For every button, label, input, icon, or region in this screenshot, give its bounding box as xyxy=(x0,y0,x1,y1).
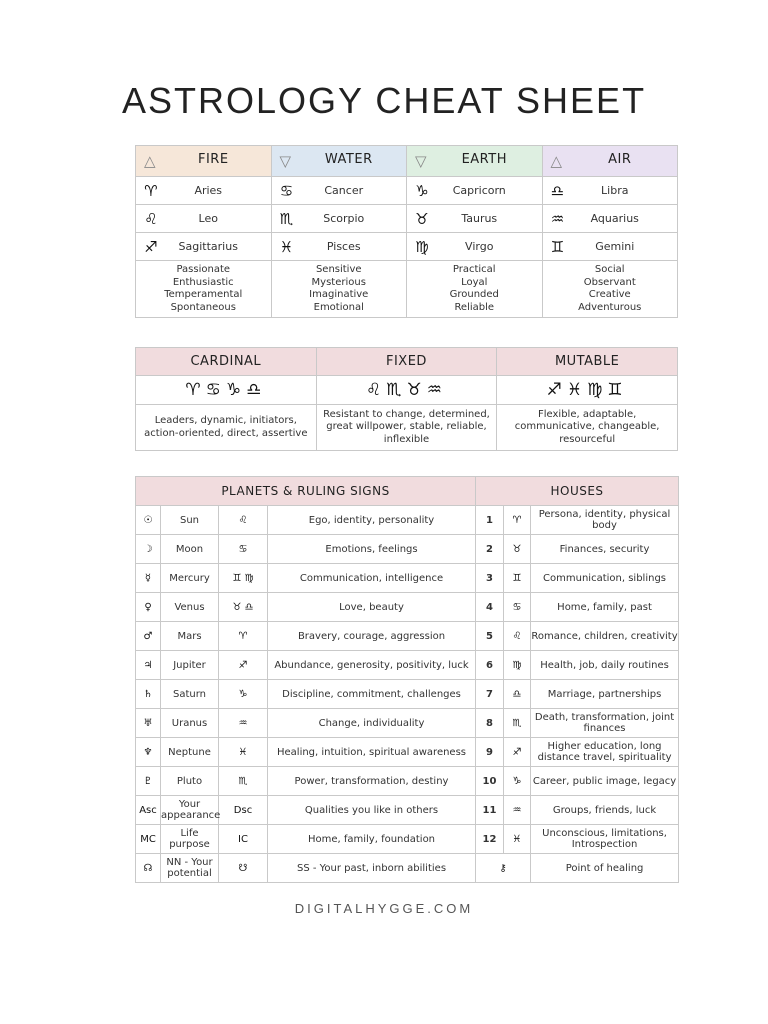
houses-header: HOUSES xyxy=(476,477,679,506)
house-meaning: Groups, friends, luck xyxy=(531,796,679,825)
table-row xyxy=(136,622,679,651)
ruling-sign-icon: ♌ xyxy=(219,506,268,535)
ruling-sign-icon: ♊ ♍ xyxy=(219,564,268,593)
house-sign-icon: ♏ xyxy=(504,709,531,738)
house-sign-icon: ♍ xyxy=(504,651,531,680)
ruling-sign-icon: ♓ xyxy=(219,738,268,767)
fire-header: △ FIRE xyxy=(136,146,272,177)
angle-meaning: Life purpose xyxy=(161,825,219,854)
house-sign-icon: ♋ xyxy=(504,593,531,622)
planet-name: Mercury xyxy=(161,564,219,593)
planet-name: Pluto xyxy=(161,767,219,796)
ruling-sign-icon: ♉ ♎ xyxy=(219,593,268,622)
table-row xyxy=(136,593,679,622)
planet-icon: ♄ xyxy=(136,680,161,709)
angle-meaning: Qualities you like in others xyxy=(268,796,476,825)
house-sign-icon: ♓ xyxy=(504,825,531,854)
house-number: 10 xyxy=(476,767,504,796)
house-meaning: Career, public image, legacy xyxy=(531,767,679,796)
angle-icon: ☋ xyxy=(219,854,268,883)
planet-icon: ♇ xyxy=(136,767,161,796)
ruling-sign-icon: ♈ xyxy=(219,622,268,651)
aquarius-icon: ♒ xyxy=(550,209,565,228)
sign-cell: ♉ Taurus xyxy=(407,205,543,233)
water-header: ▽ WATER xyxy=(271,146,407,177)
planet-name: Neptune xyxy=(161,738,219,767)
cardinal-glyphs: ♈♋♑♎ xyxy=(136,376,317,405)
house-meaning: Communication, siblings xyxy=(531,564,679,593)
house-sign-icon: ♊ xyxy=(504,564,531,593)
planet-name: Sun xyxy=(161,506,219,535)
sign-cell: ♐ Sagittarius xyxy=(136,233,272,261)
planet-meaning: Power, transformation, destiny xyxy=(268,767,476,796)
house-meaning: Health, job, daily routines xyxy=(531,651,679,680)
planet-icon: ☿ xyxy=(136,564,161,593)
angle-icon: Dsc xyxy=(219,796,268,825)
house-sign-icon: ♑ xyxy=(504,767,531,796)
house-sign-icon: ♈ xyxy=(504,506,531,535)
table-row xyxy=(136,651,679,680)
ruling-sign-icon: ♒ xyxy=(219,709,268,738)
planet-name: Moon xyxy=(161,535,219,564)
fixed-desc: Resistant to change, determined, great willpower, stable, reliable, inflexible xyxy=(316,405,497,451)
capricorn-icon: ♑ xyxy=(415,181,429,200)
sign-cell: ♓ Pisces xyxy=(271,233,407,261)
angle-icon: MC xyxy=(136,825,161,854)
ruling-sign-icon: ♑ xyxy=(219,680,268,709)
mutable-header: MUTABLE xyxy=(497,348,678,376)
planet-meaning: Emotions, feelings xyxy=(268,535,476,564)
angle-icon: ☊ xyxy=(136,854,161,883)
fire-triangle-icon: △ xyxy=(144,152,157,170)
house-meaning: Persona, identity, physical body xyxy=(531,506,679,535)
sign-cell: ♎ Libra xyxy=(542,177,678,205)
planet-name: Mars xyxy=(161,622,219,651)
fire-traits: Passionate Enthusiastic Temperamental Spontaneous xyxy=(136,261,272,318)
virgo-icon: ♍ xyxy=(415,237,429,256)
house-meaning: Unconscious, limitations, Introspection xyxy=(531,825,679,854)
cancer-icon: ♋ xyxy=(279,181,294,200)
earth-triangle-icon: ▽ xyxy=(415,152,428,170)
table-row xyxy=(136,738,679,767)
house-sign-icon: ♒ xyxy=(504,796,531,825)
fixed-glyphs: ♌♏♉♒ xyxy=(316,376,497,405)
fixed-header: FIXED xyxy=(316,348,497,376)
earth-traits: Practical Loyal Grounded Reliable xyxy=(407,261,543,318)
house-number: 11 xyxy=(476,796,504,825)
table-row xyxy=(136,709,679,738)
angle-icon: Asc xyxy=(136,796,161,825)
planet-icon: ♅ xyxy=(136,709,161,738)
planet-name: Saturn xyxy=(161,680,219,709)
ruling-sign-icon: ♋ xyxy=(219,535,268,564)
planets-header: PLANETS & RULING SIGNS xyxy=(136,477,476,506)
house-number: 3 xyxy=(476,564,504,593)
angle-meaning: Your appearance xyxy=(161,796,219,825)
table-row xyxy=(136,854,679,883)
house-sign-icon: ♎ xyxy=(504,680,531,709)
planet-icon: ☽ xyxy=(136,535,161,564)
house-meaning: Death, transformation, joint finances xyxy=(531,709,679,738)
scorpio-icon: ♏ xyxy=(279,209,294,228)
planet-meaning: Change, individuality xyxy=(268,709,476,738)
house-number: 7 xyxy=(476,680,504,709)
house-number: 8 xyxy=(476,709,504,738)
house-meaning: Romance, children, creativity xyxy=(531,622,679,651)
elements-table xyxy=(135,145,678,318)
planet-meaning: Discipline, commitment, challenges xyxy=(268,680,476,709)
leo-icon: ♌ xyxy=(144,209,158,228)
sign-cell: ♍ Virgo xyxy=(407,233,543,261)
house-number: 1 xyxy=(476,506,504,535)
footer-url: DIGITALHYGGE.COM xyxy=(294,901,474,916)
planet-icon: ♀ xyxy=(136,593,161,622)
table-row xyxy=(136,796,679,825)
house-number: 2 xyxy=(476,535,504,564)
house-number: 9 xyxy=(476,738,504,767)
taurus-icon: ♉ xyxy=(415,209,429,228)
ruling-sign-icon: ♐ xyxy=(219,651,268,680)
house-meaning: Higher education, long distance travel, spirituality xyxy=(531,738,679,767)
angle-meaning: Home, family, foundation xyxy=(268,825,476,854)
planet-icon: ♆ xyxy=(136,738,161,767)
planet-meaning: Communication, intelligence xyxy=(268,564,476,593)
table-row xyxy=(136,825,679,854)
table-row xyxy=(136,506,679,535)
planet-icon: ♂ xyxy=(136,622,161,651)
gemini-icon: ♊ xyxy=(550,237,565,256)
planet-name: Uranus xyxy=(161,709,219,738)
page-title: ASTROLOGY CHEAT SHEET xyxy=(121,80,647,121)
pisces-icon: ♓ xyxy=(279,237,294,256)
planet-meaning: Love, beauty xyxy=(268,593,476,622)
house-meaning: Finances, security xyxy=(531,535,679,564)
air-header: △ AIR xyxy=(542,146,678,177)
modalities-table xyxy=(135,347,678,451)
cardinal-header: CARDINAL xyxy=(136,348,317,376)
sign-cell: ♒ Aquarius xyxy=(542,205,678,233)
sign-cell: ♊ Gemini xyxy=(542,233,678,261)
planet-name: Venus xyxy=(161,593,219,622)
planet-icon: ♃ xyxy=(136,651,161,680)
angle-icon: IC xyxy=(219,825,268,854)
table-row xyxy=(136,564,679,593)
table-row xyxy=(136,767,679,796)
house-number: 4 xyxy=(476,593,504,622)
planets-houses-table xyxy=(135,476,679,883)
mutable-glyphs: ♐♓♍♊ xyxy=(497,376,678,405)
sign-cell: ♑ Capricorn xyxy=(407,177,543,205)
table-row xyxy=(136,680,679,709)
house-number: 5 xyxy=(476,622,504,651)
angle-meaning: NN - Your potential xyxy=(161,854,219,883)
mutable-desc: Flexible, adaptable, communicative, changeable, resourceful xyxy=(497,405,678,451)
water-traits: Sensitive Mysterious Imaginative Emotional xyxy=(271,261,407,318)
chiron-meaning: Point of healing xyxy=(531,854,679,883)
libra-icon: ♎ xyxy=(550,181,565,200)
house-sign-icon: ♐ xyxy=(504,738,531,767)
sign-cell: ♏ Scorpio xyxy=(271,205,407,233)
air-triangle-icon: △ xyxy=(550,152,563,170)
planet-meaning: Ego, identity, personality xyxy=(268,506,476,535)
house-number: 12 xyxy=(476,825,504,854)
planet-icon: ☉ xyxy=(136,506,161,535)
planet-meaning: Abundance, generosity, positivity, luck xyxy=(268,651,476,680)
sign-cell: ♋ Cancer xyxy=(271,177,407,205)
sign-cell: ♌ Leo xyxy=(136,205,272,233)
sagittarius-icon: ♐ xyxy=(144,237,158,256)
cardinal-desc: Leaders, dynamic, initiators, action-oriented, direct, assertive xyxy=(136,405,317,451)
water-triangle-icon: ▽ xyxy=(279,152,292,170)
house-sign-icon: ♉ xyxy=(504,535,531,564)
planet-meaning: Bravery, courage, aggression xyxy=(268,622,476,651)
planet-name: Jupiter xyxy=(161,651,219,680)
ruling-sign-icon: ♏ xyxy=(219,767,268,796)
earth-header: ▽ EARTH xyxy=(407,146,543,177)
house-sign-icon: ♌ xyxy=(504,622,531,651)
chiron-icon: ⚷ xyxy=(476,854,531,883)
air-traits: Social Observant Creative Adventurous xyxy=(542,261,678,318)
angle-meaning: SS - Your past, inborn abilities xyxy=(268,854,476,883)
table-row xyxy=(136,535,679,564)
house-meaning: Marriage, partnerships xyxy=(531,680,679,709)
house-meaning: Home, family, past xyxy=(531,593,679,622)
aries-icon: ♈ xyxy=(144,181,158,200)
sign-cell: ♈ Aries xyxy=(136,177,272,205)
planet-meaning: Healing, intuition, spiritual awareness xyxy=(268,738,476,767)
house-number: 6 xyxy=(476,651,504,680)
